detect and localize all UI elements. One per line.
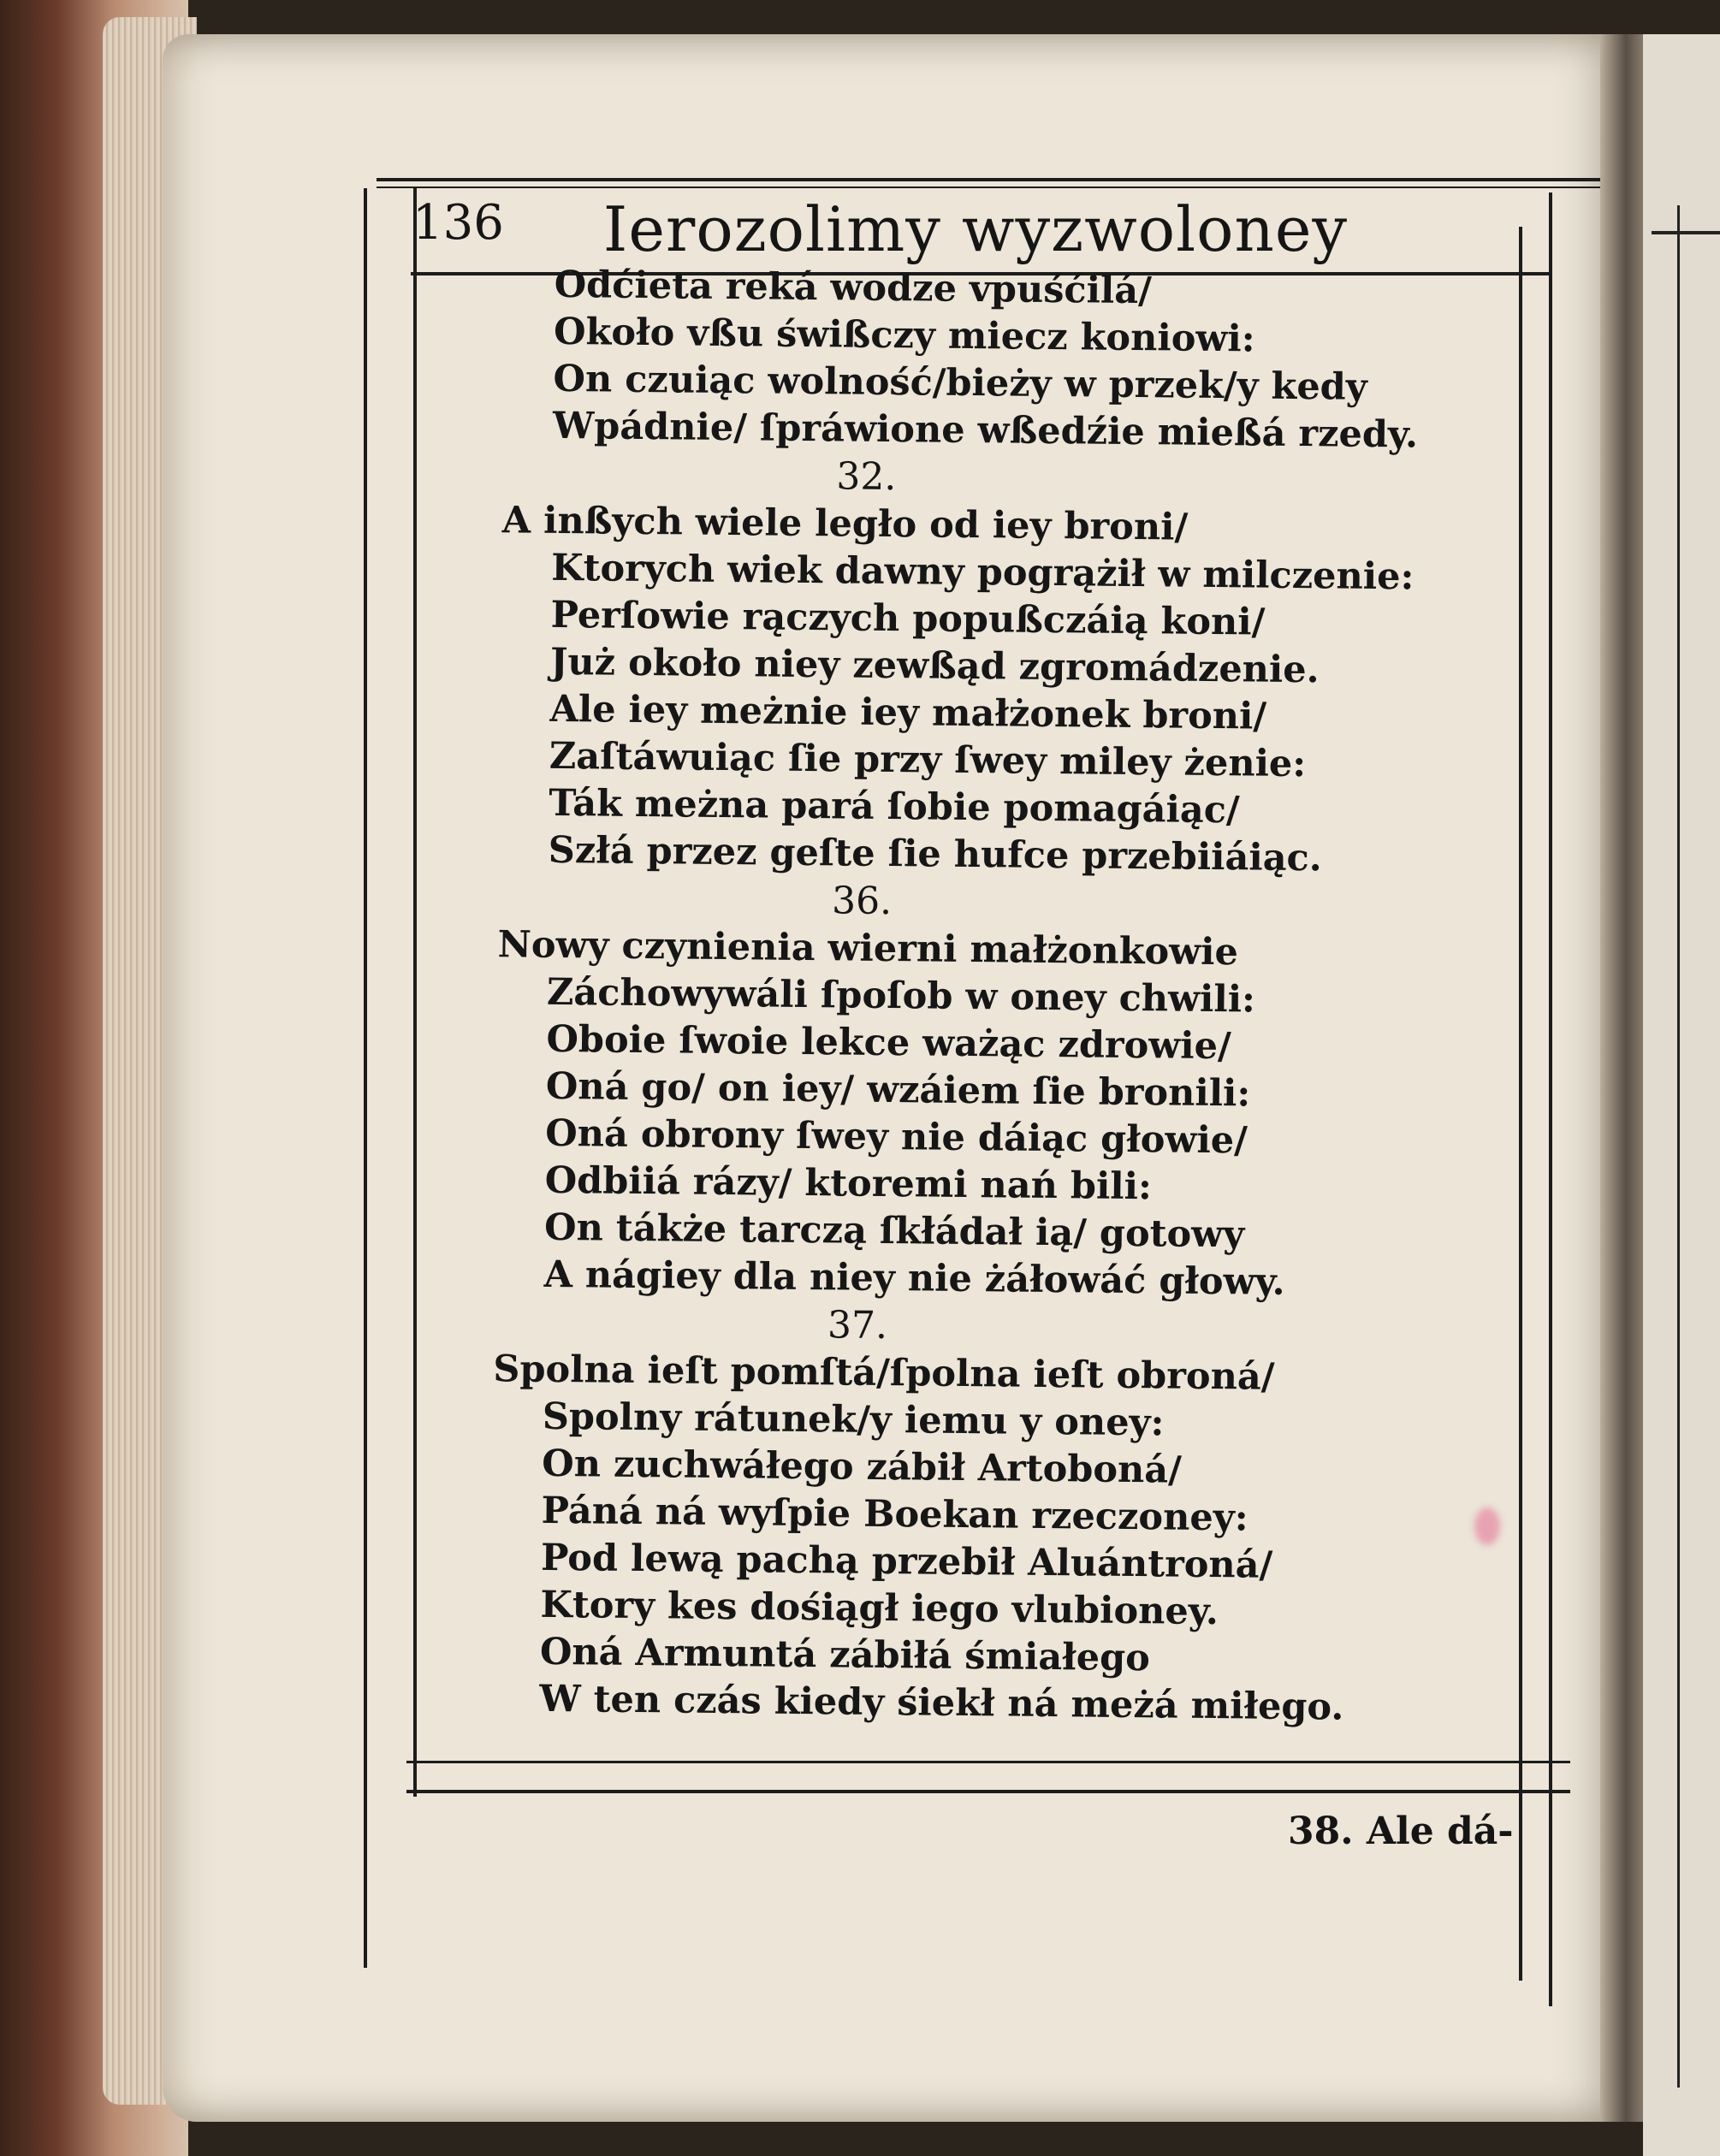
facing-page (1643, 34, 1720, 2156)
frame-left-inner-rule (413, 188, 417, 1797)
verse-line: Pod lewą pachą przebił Aluántroná/ (540, 1536, 1273, 1587)
verse-line: Ktory kes dośiągł iego vlubioney. (540, 1583, 1219, 1634)
verse-line: Ták meżna pará ſobie pomagáiąc/ (549, 781, 1240, 832)
verse-line: Szłá przez geſte ſie hufce przebiiáiąc. (548, 828, 1323, 880)
verse-line: Odbiiá rázy/ ktoremi nań bili: (544, 1158, 1153, 1209)
verse-line: A inßych wiele legło od iey broni/ (501, 499, 1189, 549)
verse-line: Ktorych wiek dawny pogrążił w milczenie: (550, 546, 1415, 599)
verse-line: Wpádnie/ ſpráwione wßedźie mießá rzedy. (552, 404, 1419, 457)
verse-line: Odćieta reká wodze vpuśćilá/ (554, 263, 1153, 313)
frame-bottom-rule-thin (406, 1761, 1570, 1763)
verse-line: Oná obrony ſwey nie dáiąc głowie/ (545, 1111, 1248, 1163)
frame-right-inner-rule (1519, 227, 1522, 1981)
verse-line: Spolny rátunek/y iemu y oney: (542, 1395, 1165, 1445)
stanza-number: 37. (827, 1303, 888, 1348)
verse-line: Nowy czynienia wierni małżonkowie (497, 923, 1239, 974)
page-number: 136 (412, 195, 504, 251)
running-title: Ierozolimy wyzwoloney (602, 193, 1349, 265)
frame-left-outer-rule (364, 188, 367, 1968)
verse-line: Oná go/ on iey/ wzáiem ſie bronili: (545, 1064, 1251, 1116)
verse-line: Spolna ieſt pomſtá/ſpolna ieſt obroná/ (493, 1348, 1275, 1399)
verse-line: On zuchwáłego zábił Artoboná/ (542, 1442, 1183, 1492)
frame-top-rule (377, 178, 1600, 181)
verse-line: Ale iey meżnie iey małżonek broni/ (549, 687, 1267, 738)
facing-page-rule (1677, 205, 1680, 2088)
facing-page-head-rule (1652, 231, 1720, 234)
poem-text (464, 261, 1506, 1732)
catchword: 38. Ale dá- (1288, 1810, 1514, 1853)
verse-line: Perſowie rączych popußczáią koni/ (550, 593, 1266, 644)
frame-right-outer-rule (1549, 192, 1552, 2006)
verse-line: A nágiey dla niey nie żáłowáć głowy. (543, 1253, 1285, 1304)
verse-line: On tákże tarczą ſkłádał ią/ gotowy (543, 1205, 1245, 1257)
stanza-number: 32. (836, 454, 897, 500)
verse-line: Zaſtáwuiąc ſie przy ſwey miley żenie: (549, 734, 1307, 786)
verse-line: Około vßu świßczy miecz koniowi: (553, 310, 1255, 361)
verse-line: Oboie ſwoie lekce ważąc zdrowie/ (546, 1017, 1231, 1069)
ink-stain (1474, 1507, 1500, 1545)
verse-line: On czuiąc wolność/bieży w przek/y kedy (553, 357, 1368, 409)
frame-bottom-rule (406, 1790, 1570, 1793)
verse-line: Oná Armuntá zábiłá śmiałego (539, 1630, 1151, 1680)
verse-line: Już około niey zewßąd zgromádzenie. (549, 640, 1320, 692)
verse-line: Záchowywáli ſpoſob w oney chwili: (546, 970, 1256, 1022)
stanza-number: 36. (831, 879, 893, 924)
verse-line: W ten czás kiedy śiekł ná meżá miłego. (539, 1677, 1344, 1729)
verse-line: Páná ná wyſpie Boekan rzeczoney: (541, 1489, 1248, 1540)
